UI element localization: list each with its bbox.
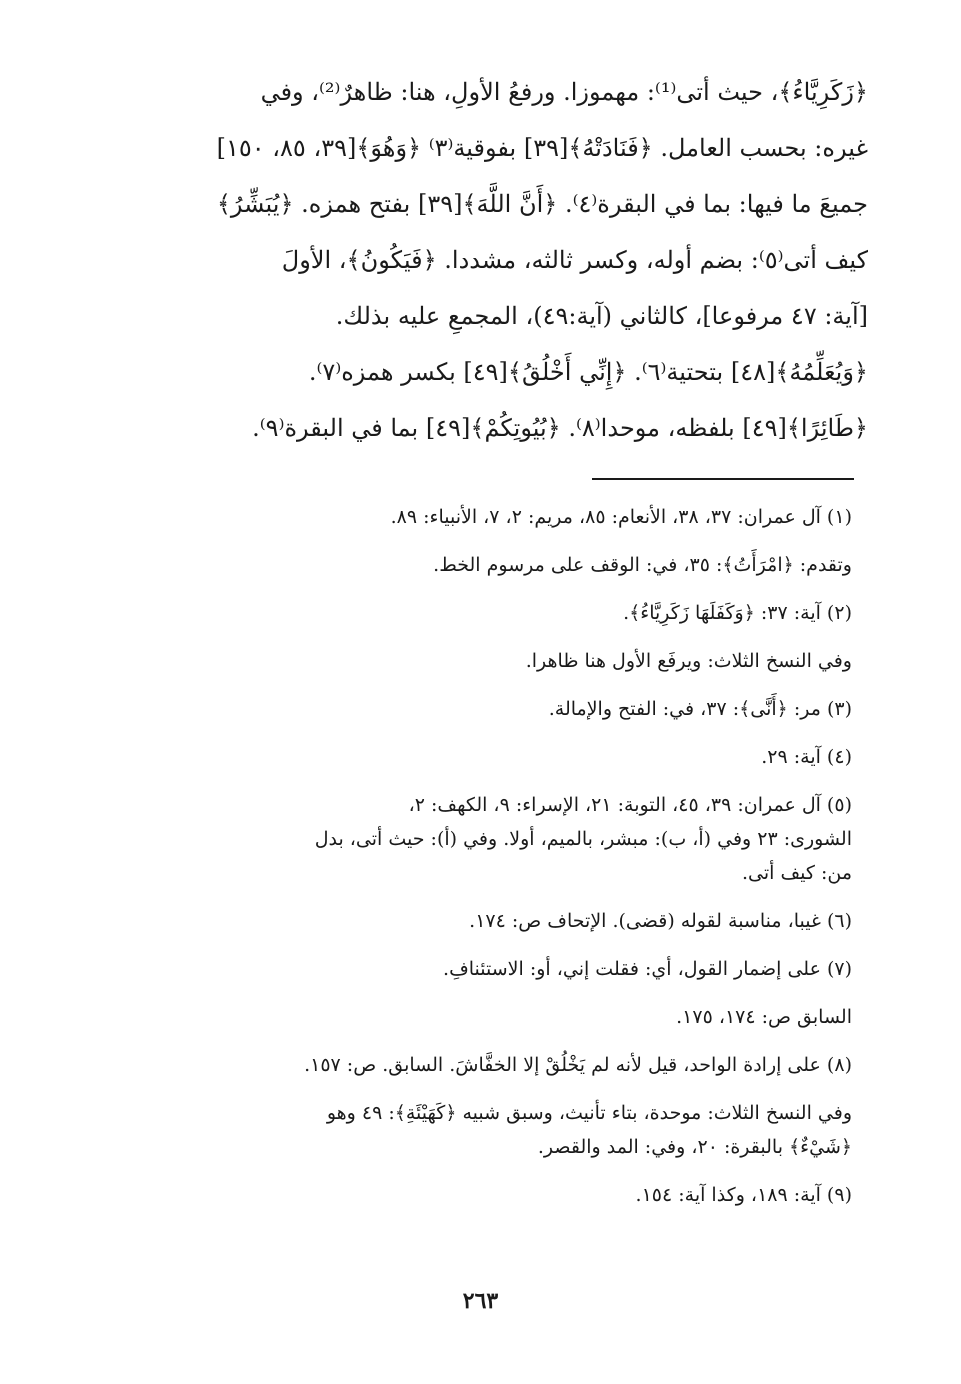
footnote bbox=[136, 596, 852, 630]
main-text-line: ﴿طَائِرًا﴾[٤٩] بلفظه، موحدا⁽٨⁾. ﴿بُيُوتِكُمْ﴾[٤٩] بما في البقرة⁽٩⁾. bbox=[252, 414, 868, 442]
footnote bbox=[136, 952, 852, 986]
footnote bbox=[136, 500, 852, 534]
footnote-divider bbox=[592, 478, 854, 480]
footnote-continuation bbox=[136, 548, 852, 582]
footnote bbox=[136, 692, 852, 726]
main-text-line: [آية: ٤٧ مرفوعا]، كالثاني (آية:٤٩)، المجمعِ عليه بذلك. bbox=[335, 302, 868, 330]
footnote-line: (٨) على إرادة الواحد، قيل لأنه لم يَخْلُقْ إلا الخفَّاشَ. السابق. ص: ١٥٧. bbox=[304, 1054, 852, 1076]
footnote bbox=[136, 788, 852, 890]
main-text-line: ﴿وَيُعَلِّمُهُ﴾[٤٨] بتحتية⁽٦⁾. ﴿إِنِّي أَخْلُقُ﴾[٤٩] بكسر همزه⁽٧⁾. bbox=[308, 358, 868, 386]
footnote-line: وتقدم: ﴿امْرَأَتُ﴾: ٣٥، في: الوقف على مرسوم الخط. bbox=[433, 554, 852, 576]
footnote-line: (٣) مر: ﴿أَنَّى﴾: ٣٧، في: الفتح والإمالة. bbox=[548, 698, 852, 720]
main-text-line: ﴿زَكَرِيَّاءُ﴾، حيث أتى⁽¹⁾: مهموزا. ورفعُ الأولِ، هنا: ظاهرٌ⁽²⁾، وفي bbox=[260, 78, 868, 106]
footnote-line: السابق ص: ١٧٤، ١٧٥. bbox=[676, 1006, 852, 1028]
footnote-line: (٢) آية: ٣٧: ﴿وَكَفَلَهَا زَكَرِيَّاءُ﴾. bbox=[623, 602, 852, 624]
footnote bbox=[136, 1178, 852, 1212]
footnote-line: وفي النسخ الثلاث: موحدة، بتاء تأنيث، وسبق شبيه ﴿كَهَيْئَةِ﴾: ٤٩ وهو bbox=[326, 1102, 852, 1124]
footnote-line: (٤) آية: ٢٩. bbox=[761, 746, 852, 768]
footnote-continuation bbox=[136, 1000, 852, 1034]
main-text-line: غيره: بحسب العامل. ﴿فَنَادَتْهُ﴾[٣٩] بفوقية⁽٣⁾ ﴿وَهُوَ﴾[٣٩، ٨٥، ١٥٠] bbox=[216, 134, 868, 162]
footnote-line: (٥) آل عمران: ٣٩، ٤٥، التوبة: ٢١، الإسراء: ٩، الكهف: ٢، bbox=[408, 794, 852, 816]
footnote-continuation bbox=[136, 1096, 852, 1164]
main-text bbox=[138, 64, 868, 456]
main-text-line: كيف أتى⁽٥⁾: بضم أوله، وكسر ثالثه، مشددا. ﴿فَيَكُونُ﴾، الأولَ bbox=[281, 246, 868, 274]
footnote-line: الشورى: ٢٣ وفي (أ، ب): مبشر، بالميم، أولا. وفي (أ): حيث أتى، بدل bbox=[314, 828, 852, 850]
footnote-line: وفي النسخ الثلاث: ويرفَع الأول هنا ظاهرا. bbox=[525, 650, 852, 672]
footnote bbox=[136, 904, 852, 938]
footnote-line: (٦) غيبا، مناسبة لقوله (قضى). الإتحاف ص: ١٧٤. bbox=[469, 910, 852, 932]
footnote-continuation bbox=[136, 644, 852, 678]
footnote bbox=[136, 1048, 852, 1082]
footnote-line: ﴿شَيْءٌ﴾ بالبقرة: ٢٠، وفي: المد والقصر. bbox=[537, 1136, 852, 1158]
footnote-line: (١) آل عمران: ٣٧، ٣٨، الأنعام: ٨٥، مريم: ٢، ٧، الأنبياء: ٨٩. bbox=[390, 506, 852, 528]
footnotes bbox=[136, 500, 852, 1226]
page-number: ٢٦٣ bbox=[462, 1288, 499, 1314]
main-text-line: جميعَ ما فيها: بما في البقرة⁽٤⁾. ﴿أَنَّ اللَّهَ﴾[٣٩] بفتح همزه. ﴿يُبَشِّرُ﴾ bbox=[216, 190, 868, 218]
footnote-line: من: كيف أتى. bbox=[741, 862, 852, 884]
footnote-line: (٧) على إضمار القول، أي: فقلت إني، أو: الاستئنافِ. bbox=[443, 958, 852, 980]
footnote-line: (٩) آية: ١٨٩، وكذا آية: ١٥٤. bbox=[635, 1184, 852, 1206]
footnote bbox=[136, 740, 852, 774]
